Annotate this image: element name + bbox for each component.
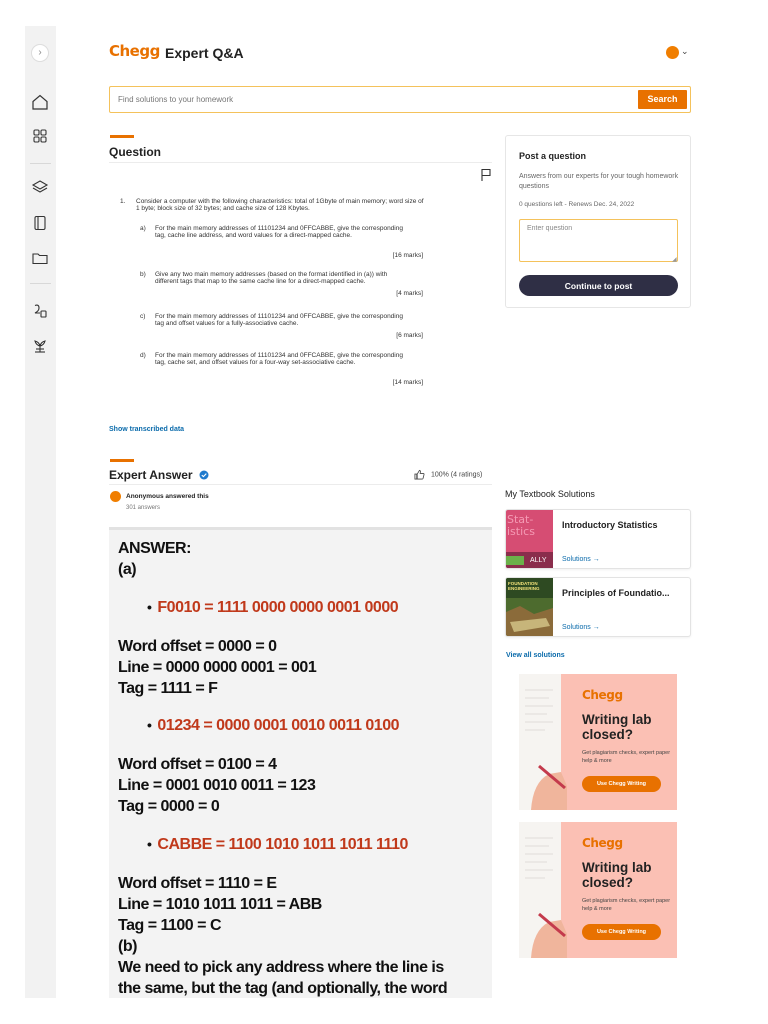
answer-line: Word offset = 1110 = E (118, 875, 277, 892)
question-marks: [14 marks] (392, 379, 423, 386)
divider (109, 484, 492, 485)
use-chegg-writing-button[interactable]: Use Chegg Writing (582, 776, 661, 792)
answer-heading: Expert Answer (109, 468, 193, 482)
answer-line: Tag = 0000 = 0 (118, 798, 220, 815)
divider (109, 162, 492, 163)
plant-icon[interactable] (30, 336, 50, 356)
textbook-heading: My Textbook Solutions (505, 489, 595, 499)
post-question-card (505, 135, 691, 308)
home-icon[interactable] (30, 92, 50, 112)
answer-line: Line = 0001 0010 0011 = 123 (118, 777, 316, 794)
textbook-card[interactable] (505, 509, 691, 569)
rating[interactable] (414, 469, 482, 480)
ad-body: Get plagiarism checks, expert paper help & more (582, 898, 671, 912)
answer-line: ANSWER: (118, 540, 191, 557)
answer-line: Word offset = 0100 = 4 (118, 756, 277, 773)
book-cover[interactable]: Stat-istics ALLY (506, 510, 553, 569)
textbook-title[interactable]: Principles of Foundatio... (562, 588, 670, 598)
notebook-icon[interactable] (30, 213, 50, 233)
page-title: Expert Q&A (165, 45, 244, 61)
resize-grip-icon[interactable]: ◢ (672, 257, 677, 263)
layers-icon[interactable] (30, 177, 50, 197)
post-title: Post a question (519, 151, 587, 161)
math-solver-icon[interactable] (30, 301, 50, 321)
writing-ad[interactable] (519, 674, 677, 810)
question-marks: [4 marks] (396, 290, 423, 297)
questions-left: 0 questions left - Renews Dec. 24, 2022 (519, 201, 635, 208)
answer-line: (a) (118, 561, 137, 578)
ad-logo: Chegg (582, 688, 623, 702)
section-accent (110, 135, 134, 138)
search-button[interactable]: Search (638, 90, 687, 109)
answer-line: Word offset = 0000 = 0 (118, 638, 277, 655)
rating-text: 100% (4 ratings) (430, 471, 483, 479)
question-stem: Consider a computer with the following characteristics: total of 1Gbyte of main memory; word size of 1 byte; block size of 32 bytes; and cache size of 128 Kbytes. (136, 198, 424, 213)
sidebar (25, 26, 56, 998)
apps-grid-icon[interactable] (30, 126, 50, 146)
answer-line: (b) (118, 938, 137, 955)
answer-bullet: • F0010 = 1111 0000 0000 0001 0000 (147, 599, 399, 616)
question-number: 1. (120, 198, 126, 205)
book-cover[interactable]: FOUNDATION ENGINEERING (506, 578, 553, 637)
answerer-name: Anonymous answered this (126, 493, 209, 500)
post-subtitle: Answers from our experts for your tough homework questions (519, 173, 679, 190)
user-menu[interactable] (666, 46, 694, 60)
answer-content (109, 527, 492, 998)
answerer-count: 301 answers (126, 505, 161, 511)
question-marks: [16 marks] (392, 252, 423, 259)
answer-bullet: • 01234 = 0000 0001 0010 0011 0100 (147, 717, 399, 734)
answer-line: Tag = 1100 = C (118, 917, 221, 934)
sidebar-divider (30, 283, 51, 284)
answer-bullet: • CABBE = 1100 1010 1011 1011 1110 (147, 836, 408, 853)
ad-body: Get plagiarism checks, expert paper help & more (582, 750, 671, 764)
sidebar-divider (30, 163, 51, 164)
question-heading: Question (109, 145, 162, 159)
folder-icon[interactable] (30, 248, 50, 268)
textbook-card[interactable] (505, 577, 691, 637)
flag-icon[interactable] (480, 168, 492, 182)
search-bar (109, 86, 691, 113)
solutions-link[interactable]: Solutions → (562, 556, 600, 563)
paper-illustration (519, 674, 567, 810)
textbook-title[interactable]: Introductory Statistics (562, 520, 658, 530)
answer-line: Tag = 1111 = F (118, 680, 218, 697)
writing-ad[interactable] (519, 822, 677, 958)
chevron-down-icon[interactable]: ⌄ (681, 46, 689, 56)
ad-logo: Chegg (582, 836, 623, 850)
sidebar-expand-button[interactable]: › (31, 44, 49, 62)
answer-line: the same, but the tag (and optionally, the word (118, 980, 448, 997)
question-input[interactable] (519, 219, 678, 262)
view-all-solutions-link[interactable]: View all solutions (506, 652, 565, 659)
verified-icon (199, 467, 209, 477)
question-marks: [6 marks] (396, 332, 423, 339)
continue-to-post-button[interactable]: Continue to post (519, 275, 678, 296)
use-chegg-writing-button[interactable]: Use Chegg Writing (582, 924, 661, 940)
avatar[interactable] (666, 46, 679, 59)
ad-headline: Writing lab closed? (582, 860, 652, 890)
chegg-logo[interactable]: Chegg (109, 42, 160, 60)
thumbs-up-icon[interactable] (414, 469, 425, 480)
paper-illustration (519, 822, 567, 958)
ad-headline: Writing lab closed? (582, 712, 652, 742)
answerer-avatar (110, 491, 121, 502)
solutions-link[interactable]: Solutions → (562, 624, 600, 631)
section-accent (110, 459, 134, 462)
search-input[interactable] (118, 92, 618, 107)
answer-line: We need to pick any address where the line is (118, 959, 444, 976)
answer-line: Line = 0000 0000 0001 = 001 (118, 659, 317, 676)
answer-line: Line = 1010 1011 1011 = ABB (118, 896, 322, 913)
show-transcribed-link[interactable]: Show transcribed data (109, 426, 185, 433)
